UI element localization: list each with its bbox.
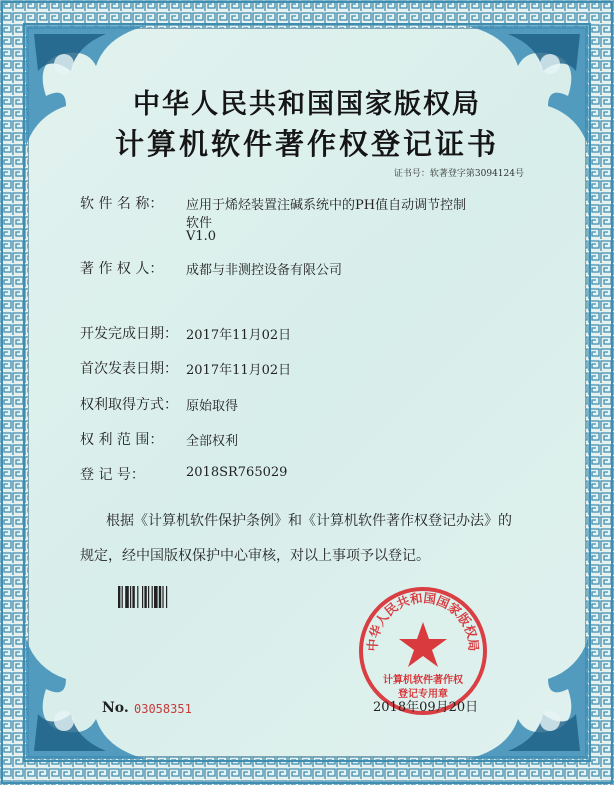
statement-line-2: 规定，经中国版权保护中心审核，对以上事项予以登记。 [80, 548, 430, 564]
seal-inner-line-1: 计算机软件著作权 [383, 675, 463, 686]
field-label-publication-date: 首次发表日期： [80, 361, 178, 377]
field-value-acquisition-method: 原始取得 [186, 399, 239, 414]
field-value-software-name-line2: 软件 [186, 216, 213, 231]
field-label-registration-number: 登 记 号： [80, 467, 145, 483]
field-label-acquisition-method: 权利取得方式： [80, 397, 178, 413]
serial-number-label: No. [102, 700, 129, 716]
seal-outer-text: 中华人民共和国国家版权局 [364, 590, 482, 652]
star-icon [399, 622, 447, 667]
field-label-software-name: 软 件 名 称： [80, 196, 164, 212]
field-value-publication-date: 2017年11月02日 [186, 363, 292, 378]
field-value-software-name: 应用于烯烃装置注碱系统中的PH值自动调节控制 [186, 198, 467, 213]
serial-number-value: 03058351 [134, 702, 192, 716]
field-value-software-version: V1.0 [186, 229, 217, 244]
certificate-number: 证书号：软著登字第3094124号 [393, 169, 524, 179]
issuer-title: 中华人民共和国国家版权局 [133, 89, 481, 120]
field-value-completion-date: 2017年11月02日 [186, 328, 292, 343]
field-value-copyright-owner: 成都与非测控设备有限公司 [186, 263, 343, 278]
field-label-copyright-owner: 著 作 权 人： [80, 261, 164, 277]
certificate-title: 计算机软件著作权登记证书 [114, 127, 499, 161]
statement-line-1: 根据《计算机软件保护条例》和《计算机软件著作权登记办法》的 [106, 513, 512, 529]
issue-date: 2018年09月20日 [373, 700, 479, 715]
barcode-icon [118, 586, 184, 608]
corner-ornament-bottom-left [26, 619, 166, 759]
field-value-rights-scope: 全部权利 [186, 434, 239, 449]
seal-inner-line-2: 登记专用章 [398, 689, 448, 700]
field-value-registration-number: 2018SR765029 [186, 465, 288, 480]
field-label-rights-scope: 权 利 范 围： [80, 432, 164, 448]
field-label-completion-date: 开发完成日期： [80, 326, 178, 342]
